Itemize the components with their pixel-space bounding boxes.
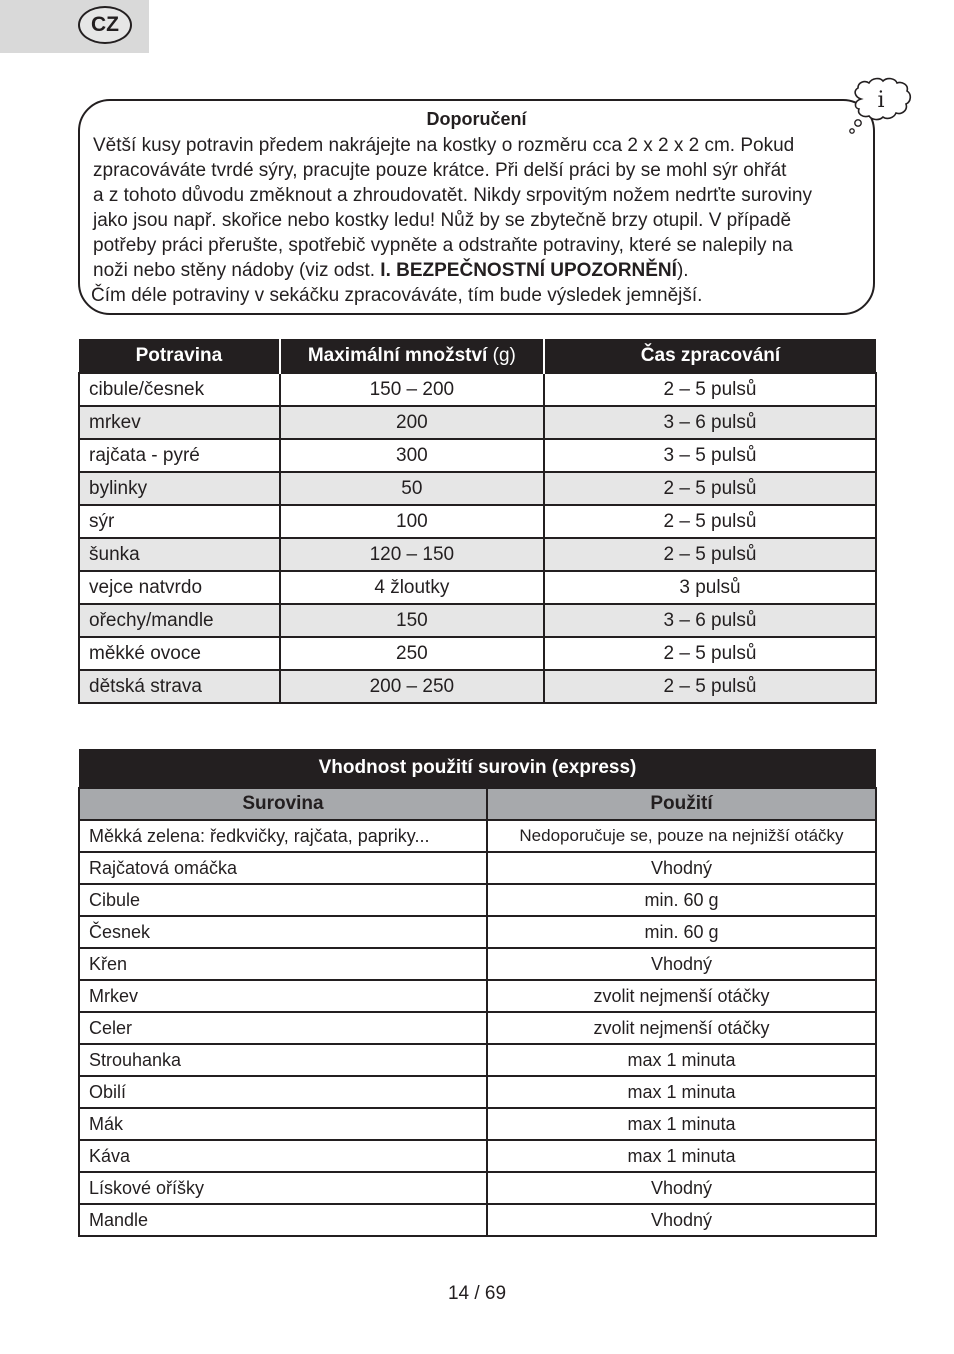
food-cell: šunka <box>79 538 280 571</box>
table-row <box>79 406 876 439</box>
food-cell: dětská strava <box>79 670 280 703</box>
recommendation-line-text: ). <box>676 260 689 281</box>
amount-cell: 150 <box>280 604 544 637</box>
recommendation-text <box>93 133 883 308</box>
table-row <box>79 820 876 852</box>
table-row <box>79 472 876 505</box>
food-cell: sýr <box>79 505 280 538</box>
usage-cell: Vhodný <box>487 1204 876 1236</box>
food-cell: mrkev <box>79 406 280 439</box>
suitability-table-title-row <box>79 749 876 788</box>
time-cell: 3 – 6 pulsů <box>544 406 876 439</box>
table-row <box>79 1172 876 1204</box>
table-row <box>79 538 876 571</box>
ingredient-cell: Obilí <box>79 1076 487 1108</box>
column-header-food: Potravina <box>79 339 280 373</box>
table-row <box>79 1108 876 1140</box>
amount-cell: 50 <box>280 472 544 505</box>
language-badge: CZ <box>78 6 132 44</box>
ingredient-cell: Mák <box>79 1108 487 1140</box>
table-row <box>79 604 876 637</box>
column-header-max-amount-unit: (g) <box>492 344 516 366</box>
suitability-table-title: Vhodnost použití surovin (express) <box>79 749 876 788</box>
time-cell: 2 – 5 pulsů <box>544 538 876 571</box>
recommendation-line: jako jsou např. skořice nebo kostky ledu! Nůž by se zbytečně brzy otupil. V případě <box>93 210 792 231</box>
info-letter: i <box>877 88 885 113</box>
table-row <box>79 916 876 948</box>
usage-cell: Vhodný <box>487 948 876 980</box>
page-number: 14 / 69 <box>447 1283 507 1304</box>
table-row <box>79 1140 876 1172</box>
ingredient-cell: Měkká zelena: ředkvičky, rajčata, papriky... <box>79 820 487 852</box>
ingredient-cell: Křen <box>79 948 487 980</box>
food-cell: ořechy/mandle <box>79 604 280 637</box>
amount-cell: 250 <box>280 637 544 670</box>
table-row <box>79 637 876 670</box>
ingredient-cell: Cibule <box>79 884 487 916</box>
table-row <box>79 1204 876 1236</box>
usage-cell: zvolit nejmenší otáčky <box>487 980 876 1012</box>
table-row <box>79 670 876 703</box>
table-row <box>79 439 876 472</box>
ingredient-cell: Lískové oříšky <box>79 1172 487 1204</box>
food-cell: bylinky <box>79 472 280 505</box>
processing-table <box>78 339 877 704</box>
usage-cell: min. 60 g <box>487 884 876 916</box>
time-cell: 2 – 5 pulsů <box>544 670 876 703</box>
recommendation-line: a z tohoto důvodu změknout a zhroudovatět. Nikdy srpovitým nožem nedrťte suroviny <box>93 185 812 206</box>
amount-cell: 300 <box>280 439 544 472</box>
ingredient-cell: Rajčatová omáčka <box>79 852 487 884</box>
food-cell: rajčata - pyré <box>79 439 280 472</box>
usage-cell: Nedoporučuje se, pouze na nejnižší otáčky <box>487 820 876 852</box>
time-cell: 2 – 5 pulsů <box>544 472 876 505</box>
usage-cell: max 1 minuta <box>487 1108 876 1140</box>
time-cell: 2 – 5 pulsů <box>544 373 876 406</box>
ingredient-cell: Mrkev <box>79 980 487 1012</box>
amount-cell: 150 – 200 <box>280 373 544 406</box>
recommendation-line: Větší kusy potravin předem nakrájejte na kostky o rozměru cca 2 x 2 x 2 cm. Pokud <box>93 135 795 156</box>
usage-cell: max 1 minuta <box>487 1076 876 1108</box>
recommendation-line: zpracováváte tvrdé sýry, pracujte pouze krátce. Při delší práci by se mohl sýr ohřát <box>93 160 787 181</box>
table-row <box>79 884 876 916</box>
amount-cell: 200 <box>280 406 544 439</box>
recommendation-line: Čím déle potraviny v sekáčku zpracováváte, tím bude výsledek jemnější. <box>91 285 703 306</box>
recommendation-line <box>93 258 883 283</box>
time-cell: 2 – 5 pulsů <box>544 505 876 538</box>
table-row <box>79 1076 876 1108</box>
amount-cell: 100 <box>280 505 544 538</box>
suitability-table <box>78 749 877 1237</box>
table-row <box>79 948 876 980</box>
food-cell: cibule/česnek <box>79 373 280 406</box>
amount-cell: 120 – 150 <box>280 538 544 571</box>
usage-cell: zvolit nejmenší otáčky <box>487 1012 876 1044</box>
usage-cell: Vhodný <box>487 1172 876 1204</box>
recommendation-line: potřeby práci přerušte, spotřebič vypněte a odstraňte potraviny, které se nalepily na <box>93 235 793 256</box>
ingredient-cell: Mandle <box>79 1204 487 1236</box>
usage-cell: max 1 minuta <box>487 1140 876 1172</box>
food-cell: měkké ovoce <box>79 637 280 670</box>
table-row <box>79 1044 876 1076</box>
ingredient-cell: Celer <box>79 1012 487 1044</box>
table-row <box>79 1012 876 1044</box>
time-cell: 2 – 5 pulsů <box>544 637 876 670</box>
food-cell: vejce natvrdo <box>79 571 280 604</box>
usage-cell: max 1 minuta <box>487 1044 876 1076</box>
amount-cell: 4 žloutky <box>280 571 544 604</box>
ingredient-cell: Káva <box>79 1140 487 1172</box>
usage-cell: Vhodný <box>487 852 876 884</box>
recommendation-box <box>78 99 875 315</box>
time-cell: 3 – 5 pulsů <box>544 439 876 472</box>
info-cloud-icon <box>847 77 917 137</box>
table-row <box>79 571 876 604</box>
column-header-time: Čas zpracování <box>544 339 876 373</box>
column-header-ingredient: Surovina <box>79 788 487 820</box>
ingredient-cell: Strouhanka <box>79 1044 487 1076</box>
recommendation-line-text: noži nebo stěny nádoby (viz odst. <box>93 260 381 281</box>
table-row <box>79 505 876 538</box>
time-cell: 3 – 6 pulsů <box>544 604 876 637</box>
ingredient-cell: Česnek <box>79 916 487 948</box>
column-header-max-amount-label: Maximální množství <box>307 344 488 366</box>
table-row <box>79 373 876 406</box>
amount-cell: 200 – 250 <box>280 670 544 703</box>
time-cell: 3 pulsů <box>544 571 876 604</box>
table-row <box>79 980 876 1012</box>
column-header-max-amount <box>280 339 544 373</box>
usage-cell: min. 60 g <box>487 916 876 948</box>
language-tab <box>0 0 149 53</box>
table-row <box>79 852 876 884</box>
suitability-table-header <box>79 788 876 820</box>
column-header-usage: Použití <box>487 788 876 820</box>
safety-section-reference: I. BEZPEČNOSTNÍ UPOZORNĚNÍ <box>380 260 677 281</box>
recommendation-title: Doporučení <box>426 109 527 129</box>
processing-table-header <box>79 339 876 373</box>
